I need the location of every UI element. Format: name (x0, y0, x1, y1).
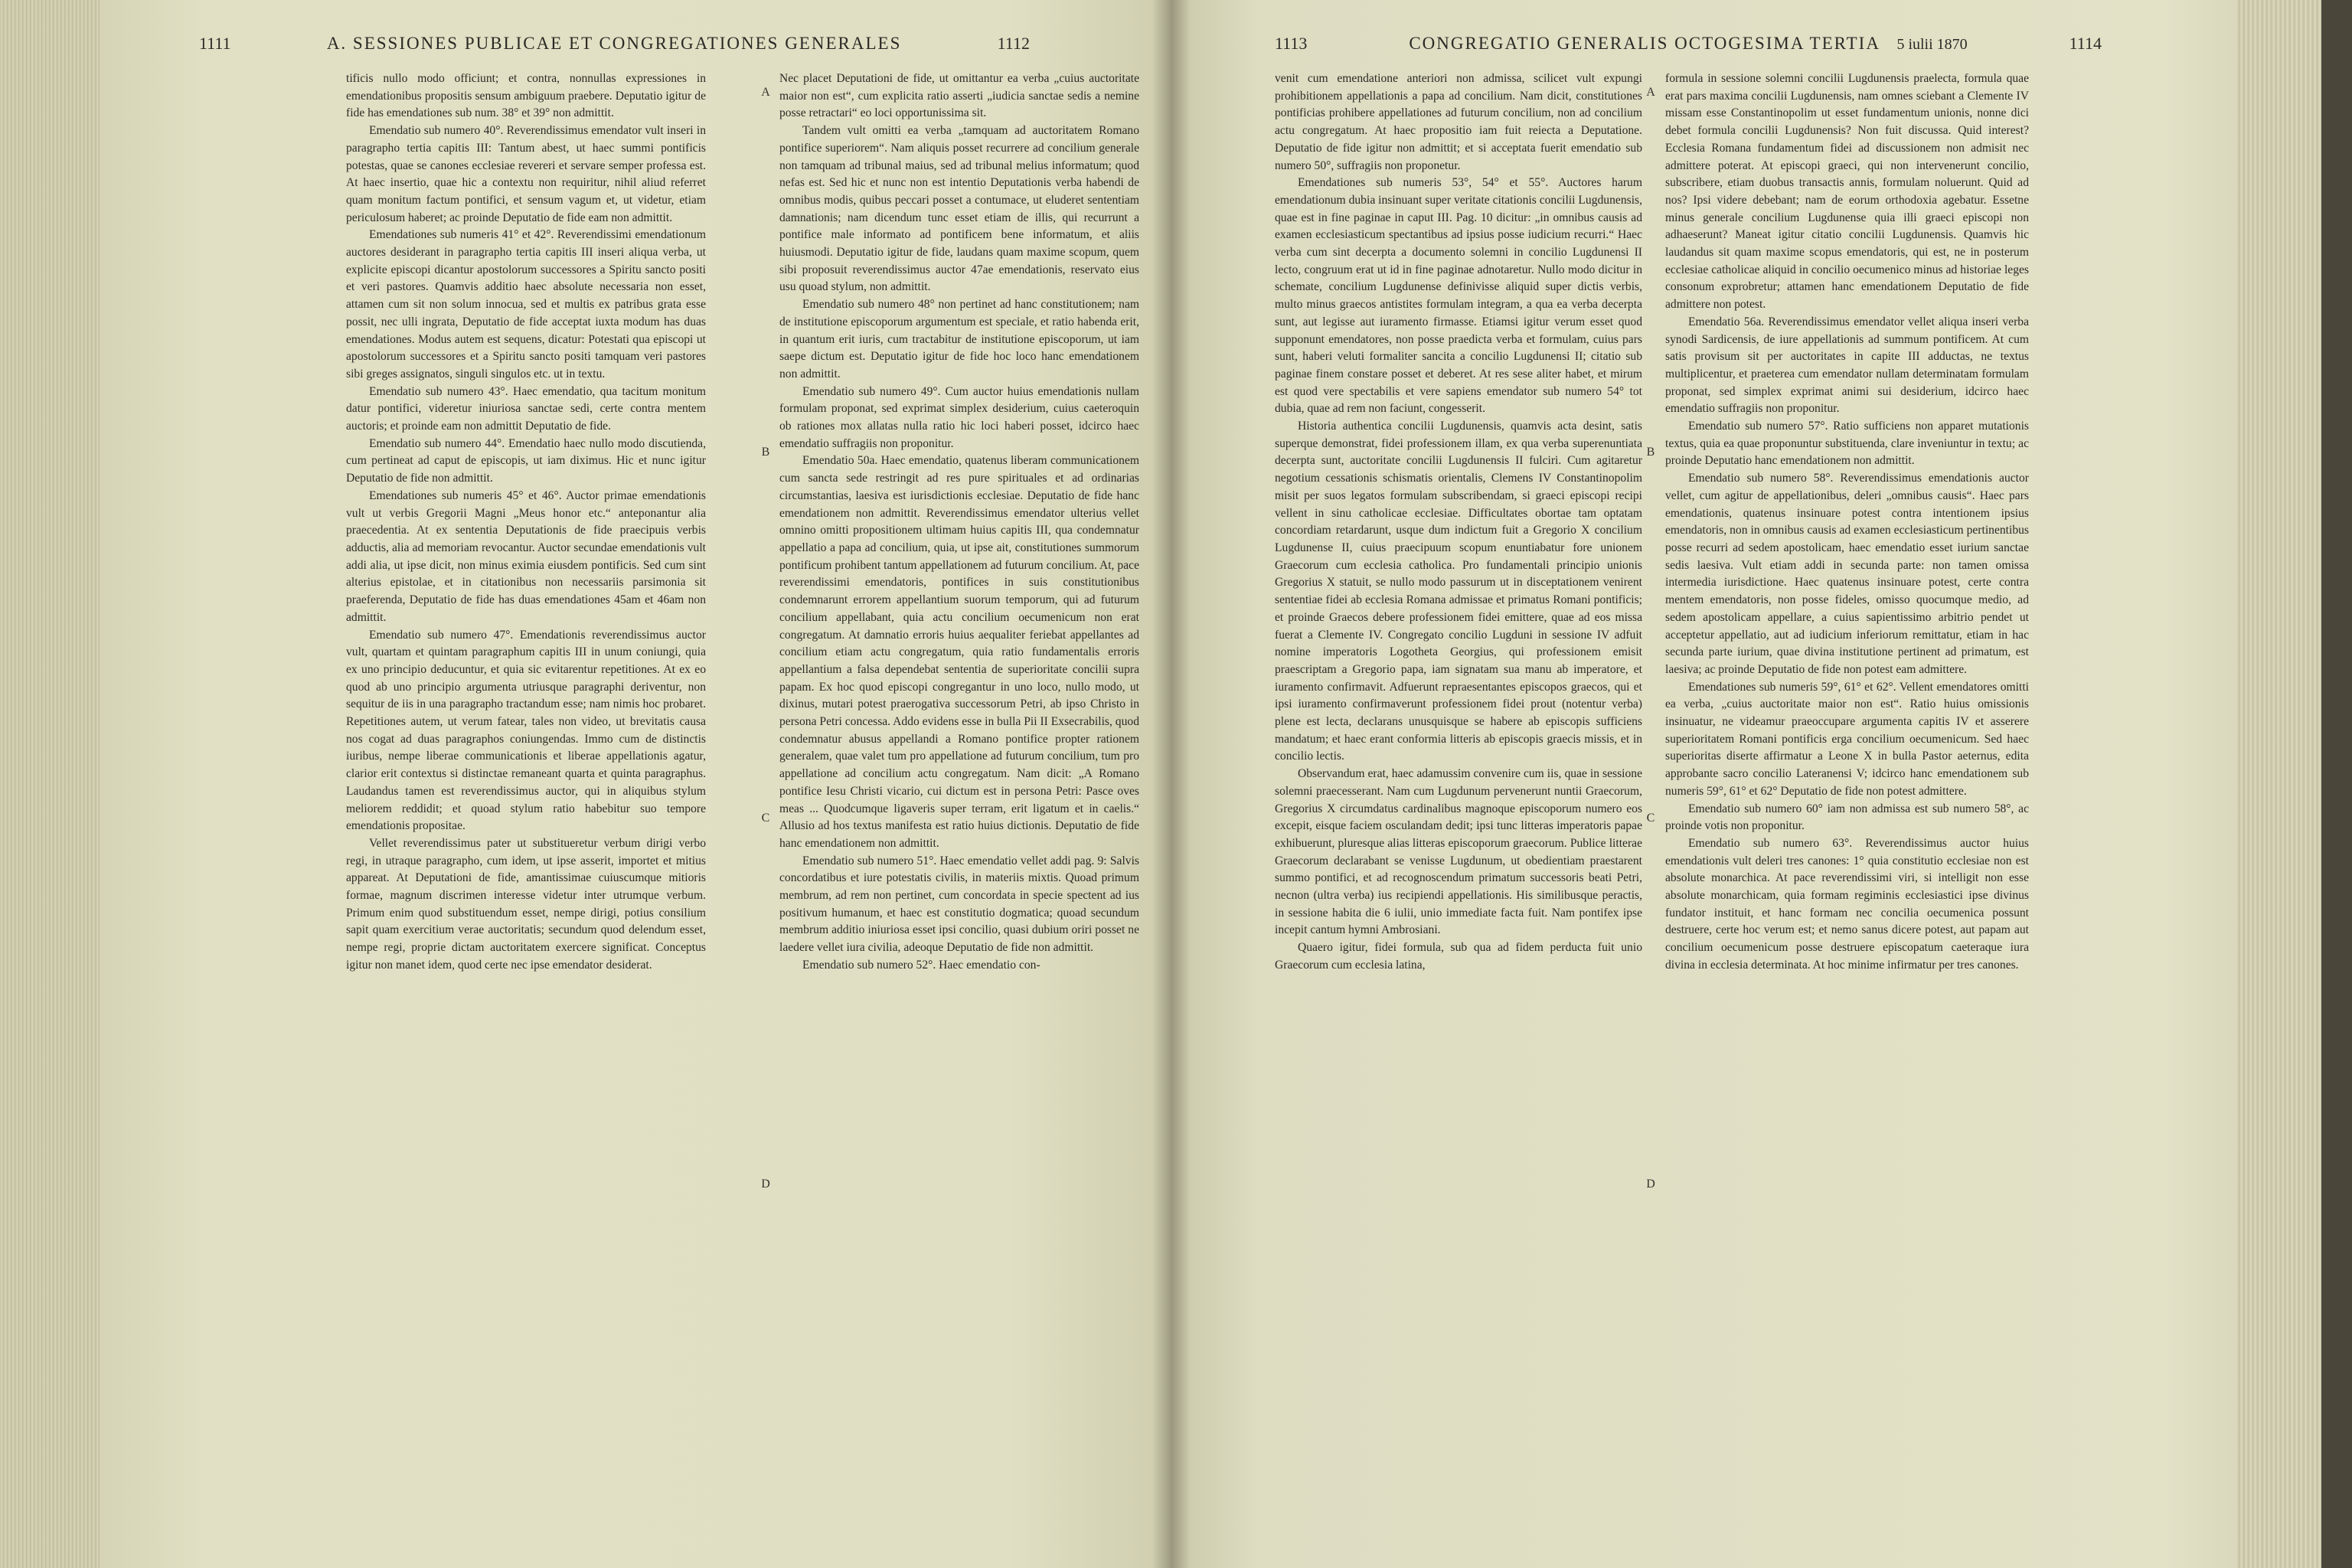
paragraph: Emendatio sub numero 47°. Emendationis reverendissimus auctor vult, quartam et quintam paragraphum capitis III in unum coniungi, quia ex uno principio deducuntur, et quia sic evitarentur repetitiones. At ex eo quod ab uno principio argumenta utriusque paragraphi deriventur, non sequitur de iis in una paragrapho tractandum esse; nam nimis hoc probaret. Repetitiones autem, ut verum fatear, tales non video, ut brevitatis causa nos cogat ad duas paragraphos coniungendas. Immo cum de distinctis iuribus, nempe liberae communicationis et liberae appellationis agatur, clarior erit contextus si distinctae remaneant quarta et quinta paragraphus. Laudandus tamen est reverendissimus auctor, qui in aliquibus stylum meliorem reddidit; et quoad stylum ratio habebitur suo tempore emendationis propositae. (346, 628, 706, 833)
book-page-edges-left (0, 0, 107, 1568)
margin-marker-d: D (761, 1178, 770, 1191)
paragraph: Nec placet Deputationi de fide, ut omittantur ea verba „cuius auctoritate maior non est“, cum explicita ratio asserti „iudicia sanctae sedis a nemine posse retractari“ eo loci opportunissima sit. (779, 72, 1139, 120)
book-gutter (1152, 0, 1191, 1568)
left-page-header (199, 34, 1030, 54)
paragraph: Emendationes sub numeris 41° et 42°. Reverendissimi emendationum auctores desiderant in paragrapho tertia capitis III inseri aliqua verba, ut explicite episcopi dicantur apostolorum successores a Spiritu sancto positi et veri pastores. Quamvis additio haec absolute necessaria non esset, attamen cum sit non solum innocua, sed et multis ex patribus grata esse possit, nec ulli ingrata, Deputatio de fide acceptat iuxta modum has duas emendationes. Modus autem est sequens, dicatur: Potestati qua episcopi ut apostolorum successores et a Spiritu sancto positi tamquam veri pastores sibi greges assignatos, singuli singulos etc. ut in textu. (346, 228, 706, 381)
paragraph: Emendatio sub numero 52°. Haec emendatio con- (802, 958, 1040, 972)
book-page-edges-right (2237, 0, 2352, 1568)
page-number-1113: 1113 (1275, 34, 1308, 53)
margin-marker-b: B (761, 446, 770, 459)
running-title-right: CONGREGATIO GENERALIS OCTOGESIMA TERTIA (1409, 34, 1880, 53)
page-number-1112: 1112 (997, 34, 1030, 53)
paragraph: Emendatio sub numero 49°. Cum auctor huius emendationis nullam formulam proponat, sed exprimat simplex desiderium, cuius caeteroquin ob rationes mox allatas nulla ratio hic loci haberi posset, idcirco haec emendatio suffragiis non proponitur. (779, 384, 1139, 450)
paragraph: Vellet reverendissimus pater ut substitueretur verbum dirigi verbo regi, in utraque paragrapho, cum idem, ut ipse asserit, importet et mitius appareat. At Deputationi de fide, amantissimae cuiuscumque mitioris formae, magnum discrimen interesse videtur inter utrumque verbum. Primum enim quod substituendum esset, nempe dirigi, potius consilium sapit quam exercitium verae auctoritatis; secundum quod delendum esset, nempe regi, proprie dictam auctoritatem exercere significat. Conceptus igitur non manet idem, quod certe nec ipse emendator desiderat. (346, 836, 706, 972)
margin-marker-b: B (1646, 446, 1655, 459)
paragraph: Emendatio sub numero 43°. Haec emendatio, qua tacitum monitum datur pontifici, videretur iniuriosa sanctae sedi, certe contra mentem auctoris; et proinde eam non admittit Deputatio de fide. (346, 384, 706, 433)
paragraph: Emendatio 56a. Reverendissimus emendator vellet aliqua inseri verba synodi Sardicensis, de iure appellationis ad summum pontificem. At cum satis provisum sit per auctoritates in capite III adductas, ne textus multiplicentur, et praeterea cum emendator nullam determinatam formulam proponat, sed simplex exprimat animi sui desiderium, idcirco haec emendatio suffragiis non proponitur. (1665, 315, 2029, 416)
session-date: 5 iulii 1870 (1896, 36, 1968, 53)
right-page-header (1275, 34, 2102, 54)
paragraph: Quaero igitur, fidei formula, sub qua ad fidem perducta fuit unio Graecorum cum ecclesia latina, (1275, 941, 1642, 972)
paragraph: Emendatio sub numero 58°. Reverendissimus emendationis auctor vellet, cum agitur de appellationibus, deleri „omnibus causis“. Haec pars emendationis, quatenus insinuare potest contra intentionem ipsius emendatoris, non in omnibus causis ad examen ecclesiasticum pertinentibus posse recurri ad sedem apostolicam, haec emendatio esset iurium sanctae sedis laesiva. Vult etiam addi in secunda parte: non tamen omissa intermedia iurisdictione. Haec quatenus insinuare potest, certe contra mentem emendatoris, non posse fideles, omisso quocumque medio, ad sedem apostolicam appellare, a cuius sapientissimo arbitrio pendet ut acceptetur appellatio, aut ad iudicium inferiorum remittatur, etiam in hac secunda parte iurium, quae divina institutione pertinent ad primatum, est laesiva; ac proinde Deputatio de fide non potest eam admittere. (1665, 472, 2029, 676)
running-title-right-group (1409, 34, 1967, 54)
paragraph: Emendationes sub numeris 59°, 61° et 62°. Vellent emendatores omitti ea verba, „cuius auctoritate maior non est“. Ratio huius omissionis insinuatur, ne videamur praeoccupare argumenta capitis IV et asserere superioritatem Romani pontificis erga concilium oecumenicum. Sed haec superioritas diserte affirmatur a Leone X in bulla Pastor aeternus, edita approbante sacro concilio Lateranensi V; idcirco hanc emendationem sub numeris 59°, 61° et 62° Deputatio de fide non potest admittere. (1665, 680, 2029, 798)
margin-marker-c: C (761, 812, 770, 825)
paragraph: Emendatio sub numero 51°. Haec emendatio vellet addi pag. 9: Salvis concordatibus et iure potestatis civilis, in materiis mixtis. Quoad primum membrum, ad rem non pertinet, cum concordata in specie spectent ad ius positivum humanum, et haec est constitutio dogmatica; quoad secundum membrum additio iniuriosa esset ipsi concilio, quasi dubium oriri posset ne laedere vellet iura civilia, adeoque Deputatio de fide non admittit. (779, 854, 1139, 955)
margin-marker-a: A (1646, 86, 1655, 99)
right-page (1171, 0, 2251, 1568)
left-page (100, 0, 1171, 1568)
right-page-column-1 (1275, 70, 1642, 975)
paragraph: tificis nullo modo officiunt; et contra, nonnullas expressiones in emendationibus propositis sensum ambiguum praebere. Deputatio igitur de fide has emendationes sub num. 38° et 39° non admittit. (346, 72, 706, 120)
paragraph: Emendatio 50a. Haec emendatio, quatenus liberam communicationem cum sancta sede restringit ad res pure spirituales et ad ordinarias circumstantias, laesiva est iurisdictionis ecclesiae. Deputatio de fide hanc emendationem non admittit. Reverendissimus emendator ulterius vellet omnino omitti propositionem ultimam huius capitis III, qua condemnatur appellatio a papa ad concilium, quia, ut ipse ait, constitutiones summorum pontificum prohibent tantum appellationem ad futurum concilium. At, pace reverendissimi emendatoris, pontifices in suis constitutionibus condemnarunt errorem appellantium suorum temporum, qui ad futurum concilium appellabant, quia actu concilium oecumenicum non erat congregatum. At damnatio erroris huius aequaliter feriebat appellantes ad concilium etiam actu congregatum, quia ratio fundamentalis erroris appellantium a falsa dependebat sententia de superioritate concilii supra papam. Ex hoc quod episcopi congregantur in uno loco, nullo modo, ut dixinus, mutari potest praerogativa successorum Petri, ab ipso Christo in persona Petri concessa. Addo evidens esse in bulla Pii II Exsecrabilis, quod condemnatur abusus appellandi a Romano pontifice propter rationem generalem, quae valet tum pro appellatione ad futurum concilium, tum pro appellatione ad concilium actu congregatum. Nam dicit: „A Romano pontifice Iesu Christi vicario, cui dictum est in persona Petri: Pasce oves meas ... Quodcumque ligaveris super terram, erit ligatum et in caelis.“ Allusio ad hos textus manifesta est ratio huius dictionis. Deputatio de fide hanc emendationem non admittit. (779, 454, 1139, 850)
paragraph: Emendationes sub numeris 53°, 54° et 55°. Auctores harum emendationum dubia insinuant super veritate citationis concilii Lugdunensis, quae est in fine paginae in caput III. Pag. 10 dicitur: „in omnibus causis ad examen ecclesiasticum spectantibus ad ipsius posse iudicium recurri.“ Haec verba cum sint decerpta a documento solemni in concilio Lugdunensi II lecto, congruum erat ut id in fine paginae adnotaretur. Nullo modo dicitur in schemate, concilium Lugdunense definivisse aliquid super dictis verbis, multo minus graecos antistites formulam integram, a qua ea verba decerpta sunt, aut legisse aut iuramento firmasse. Etiamsi igitur verum esset quod supponunt emendatores, non posse praedicta verba et formulam, cuius pars sunt, haberi veluti formaliter sancita a concilio Lugdunensi II; citatio sub paginae finem constare posset et deberet. At res sese aliter habet, et mirum est quod vere spectabilis et vere sapiens emendator sub numero 54° tot dubia, quae ad rem non faciunt, congesserit. (1275, 176, 1642, 416)
right-page-column-2 (1665, 70, 2029, 975)
running-title-left: A. SESSIONES PUBLICAE ET CONGREGATIONES GENERALES (326, 34, 902, 53)
left-page-column-2 (779, 70, 1139, 975)
margin-marker-d: D (1646, 1178, 1655, 1191)
paragraph: Tandem vult omitti ea verba „tamquam ad auctoritatem Romano pontifice superiorem“. Nam aliquis posset recurrere ad concilium generale non tamquam ad tribunal maius, sed ad tribunal melius informatum; quod nefas est. Sed hic et nunc non est intentio Deputationis verba habendi de omnibus modis, quibus peccari posset a contumace, ut eluderet sententiam damnationis; nam dicendum tunc esset etiam de illis, qui recurrunt a pontifice male informato ad pontificem bene informatum, et aliis huiusmodi. Deputatio igitur de fide, laudans quam maxime scopum, quem sibi proposuit reverendissimus auctor 47ae emendationis, reservato eius usu quoad stylum, non admittit. (779, 124, 1139, 294)
margin-marker-c: C (1646, 812, 1655, 825)
paragraph: formula in sessione solemni concilii Lugdunensis praelecta, formula quae erat pars maxima concilii Lugdunensis, nam omnes sciebant a Clemente IV missam esse Constantinopolim ut esset fundamentum unionis, nonne dici debet formula concilii Lugdunensis? Non fuit discussa. Quid interest? Ecclesia Romana fundamentum fidei ad discussionem non admisit nec admittere poterat. At episcopi graeci, qui non intervenerunt concilio, subscribere, etiam duobus transactis annis, formulam noluerunt. Quid ad nos? Ipsi videre debebant; nam de eorum orthodoxia agebatur. Essetne minus generale concilium Lugdunense quia illi graeci episcopi non adhaeserunt? Maneat igitur citatio concilii Lugdunensis. Quamvis hic laudandus sit quam maxime scopus emendatoris, qui est, ne in posterum ecclesiae catholicae aliquid in concilio oecumenico minus ad historiae leges consonum exprobretur; attamen hanc emendationem Deputatio de fide admittere non potest. (1665, 72, 2029, 312)
margin-marker-a: A (761, 86, 770, 99)
left-page-column-1 (346, 70, 706, 975)
paragraph: Emendationes sub numeris 45° et 46°. Auctor primae emendationis vult ut verbis Gregorii Magni „Meus honor etc.“ anteponantur alia praecedentia. At ex sententia Deputationis de fide praecipuis verbis adductis, alia ad memoriam revocantur. Auctor secundae emendationis vult addi alia, ut ipse dicit, non minus eximia eiusdem pontificis. Sed cum sint alterius epistolae, et in citationibus non necessariis parsimonia sit praeferenda, Deputatio de fide has duas emendationes 45am et 46am non admittit. (346, 488, 706, 624)
paragraph: Emendatio sub numero 60° iam non admissa est sub numero 58°, ac proinde votis non proponitur. (1665, 802, 2029, 833)
paragraph: Emendatio sub numero 63°. Reverendissimus auctor huius emendationis vult deleri tres canones: 1° quia constitutio ecclesiae non est absolute monarchica. At pace reverendissimi viri, si intelligit non esse absolute monarchicam, quia formam regiminis ecclesiastici ipse divinus fundator instituit, et hanc formam nec concilia oecumenica possunt destruere, certe hoc verum est; et nemo sanus dicere potest, aut papam aut concilium oecumenicum posse destruere episcopatum caeteraque iura divina in ecclesia determinata. At hoc minime infirmatur per tres canones. (1665, 836, 2029, 972)
paragraph: Emendatio sub numero 40°. Reverendissimus emendator vult inseri in paragrapho tertia capitis III: Tantum abest, ut haec summi pontificis potestas, quae se canones ecclesiae revereri et servare semper professa est. At haec insertio, quae hic a contextu non requiritur, nihil aliud referret quam monitum factum pontifici, et sensum vagum et, ut videtur, etiam periculosum haberet; ac proinde Deputatio de fide eam non admittit. (346, 124, 706, 224)
paragraph: Emendatio sub numero 57°. Ratio sufficiens non apparet mutationis textus, quia ea quae proponuntur substituenda, clare inveniuntur in textu; ac proinde Deputatio hanc emendationem non admittit. (1665, 420, 2029, 468)
paragraph: venit cum emendatione anteriori non admissa, scilicet vult expungi prohibitionem appellationis a papa ad concilium. Nam dicit, constitutiones pontificias prohibere appellationes ad futurum concilium, non ad concilium actu congregatum. At haec propositio iam fuit reiecta a Deputatione. Deputatio de fide igitur non admittit; et si acceptata fuerit emendatio sub numero 50°, suffragiis non proponetur. (1275, 72, 1642, 172)
paragraph: Emendatio sub numero 44°. Emendatio haec nullo modo discutienda, cum pertineat ad caput de episcopis, ut iam diximus. Hic et nunc igitur Deputatio de fide non admittit. (346, 436, 706, 485)
paragraph: Observandum erat, haec adamussim convenire cum iis, quae in sessione solemni praecesserant. Nam cum Lugdunum pervenerunt nuntii Graecorum, Gregorius X circumdatus cardinalibus magnoque episcoporum numero eos excepit, eisque faciem osculandam dedit; ipsi tunc litteras imperatoris papae exhibuerunt, pluresque alias litteras episcoporum graecorum. Publice litterae Graecorum declarabant se venisse Lugdunum, ut obedientiam praestarent summo pontifici, et ad recognoscendum primatum successoris beati Petri, necnon (ultra verba) ius recipiendi appellationis. His similibusque peractis, in sessione habita die 6 iulii, unio immediate facta fuit. Nam pontifex ipse incepit cantum hymni Ambrosiani. (1275, 767, 1642, 937)
paragraph: Emendatio sub numero 48° non pertinet ad hanc constitutionem; nam de institutione episcoporum argumentum est speciale, et ratio habenda erit, in quantum erit iuris, cum tractabitur de institutione episcoporum, ut iam saepe dictum est. Deputatio igitur de fide hoc loco hanc emendationem non admittit. (779, 298, 1139, 381)
page-number-1114: 1114 (2069, 34, 2102, 53)
page-number-1111: 1111 (199, 34, 231, 53)
paragraph: Historia authentica concilii Lugdunensis, quamvis acta desint, satis superque demonstrat, fidei professionem illam, ex qua verba superenuntiata decerpta sunt, auctoritate concilii Lugdunensis II fulciri. Cum agitaretur negotium cessationis schismatis orientalis, Clemens IV Constantinopolim misit per suos legatos formulam subscribendam, si graeci episcopi recipi vellent in sinu catholicae ecclesiae. Difficultates obortae tam optatam concordiam retardarunt, usque dum indictum fuit a Gregorio X concilium Lugdunense II, cuius praecipuum scopum enuntiabatur fore unionem Graecorum cum ecclesia catholica. Pro fundamentali principio unionis Gregorius X statuit, se nullo modo passurum ut in disceptationem venirent sententiae fidei ab ecclesia Romana admissae et primatus Romani pontificis; et proinde Graecos debere professionem fidei emittere, quae ad eos missa fuerat a Clemente IV. Congregato concilio Lugduni in sessione IV adfuit nomine imperatoris Logotheta Georgius, qui professionem emisit praescriptam a Gregorio papa, iam signatam sua manu ab imperatore, et iuramento confirmavit. Adfuerunt repraesentantes episcopos graecos, qui et ipsi iuramento confirmaverunt professionem fidei prout (notentur verba) plene est lecta, declarans unusquisque se habere ab episcopis sufficiens mandatum; et haec erant conformia litteris ab episcopis graecis missis, et in concilio lectis. (1275, 420, 1642, 763)
